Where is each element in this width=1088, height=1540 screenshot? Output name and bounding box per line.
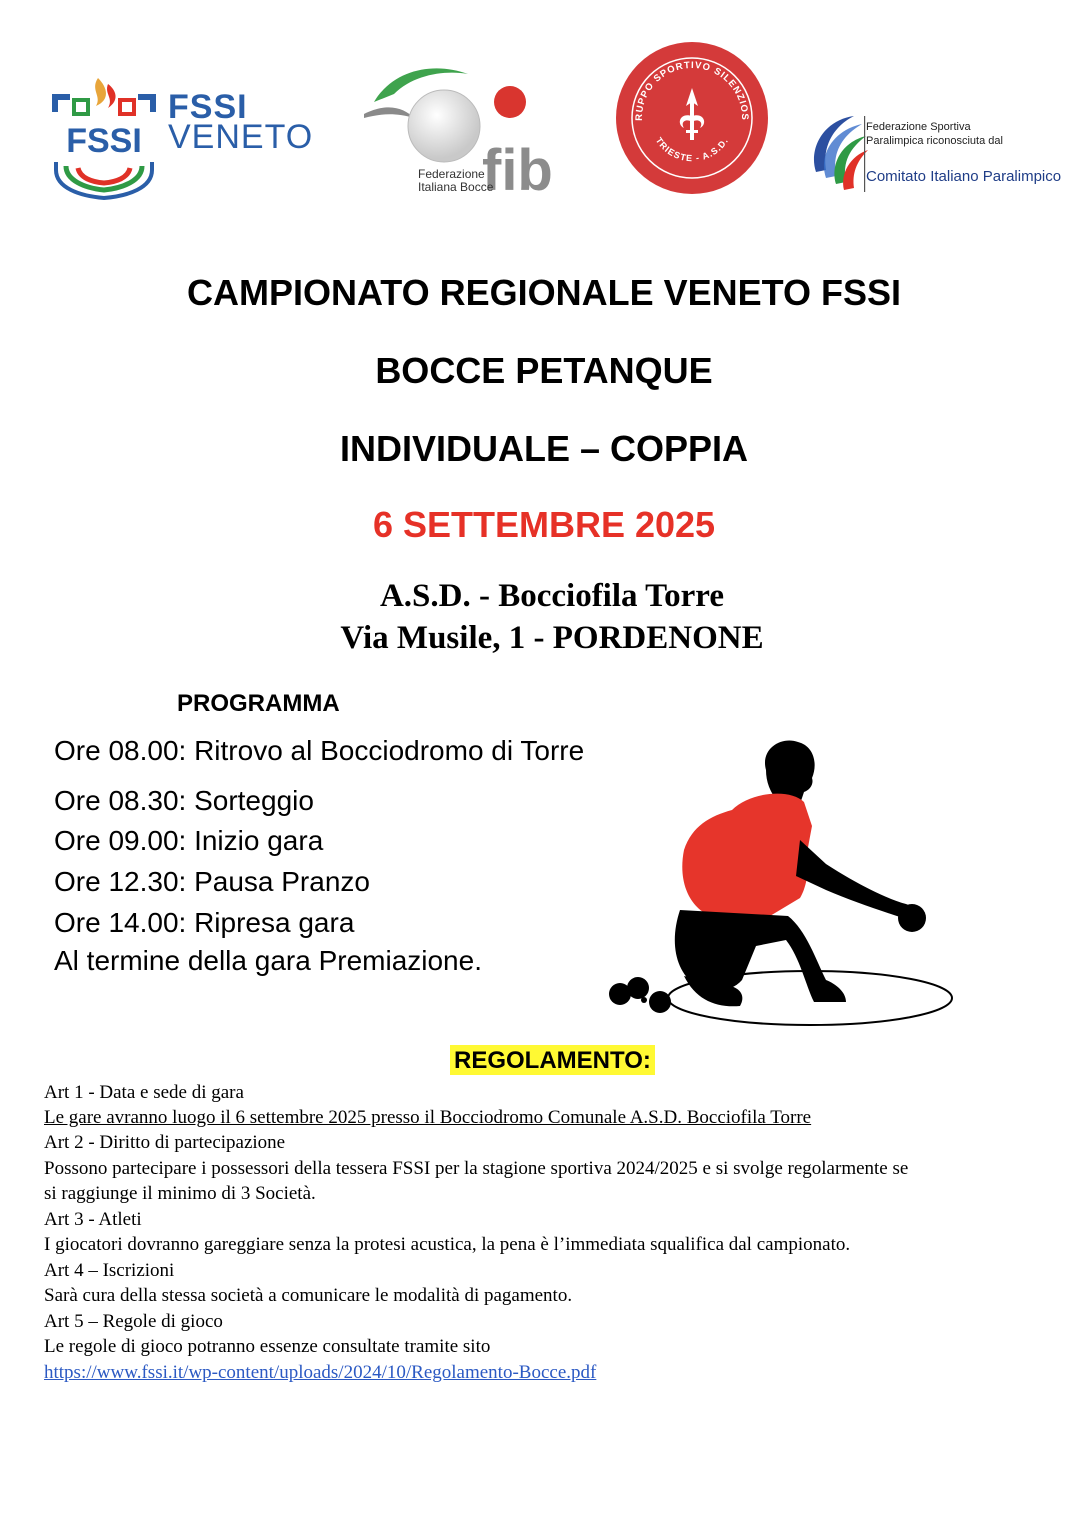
rule-line: Art 2 - Diritto di partecipazione <box>44 1132 286 1153</box>
cip-line1: Federazione Sportiva <box>866 121 971 133</box>
programma-item: Ore 12.30: Pausa Pranzo <box>54 866 370 897</box>
title-championship: CAMPIONATO REGIONALE VENETO FSSI <box>186 272 902 313</box>
fssi-veneto-wordmark <box>168 88 314 156</box>
venue-name: A.S.D. - Bocciofila Torre <box>379 578 725 614</box>
rule-line: Art 4 – Iscrizioni <box>44 1260 175 1281</box>
title-category: INDIVIDUALE – COPPIA <box>339 428 749 469</box>
programma-item: Ore 08.30: Sorteggio <box>54 785 314 816</box>
cip-name: Comitato Italiano Paralimpico <box>866 168 1062 185</box>
svg-text:FSSI: FSSI <box>66 122 142 160</box>
cip-description <box>866 120 1003 148</box>
rule-line: Art 1 - Data e sede di gara <box>44 1082 244 1103</box>
svg-text:TRIESTE - A.S.D.: TRIESTE - A.S.D. <box>653 135 731 164</box>
programma-item: Ore 14.00: Ripresa gara <box>54 907 355 938</box>
veneto-word: VENETO <box>168 118 314 156</box>
rule-line: Art 3 - Atleti <box>44 1209 142 1230</box>
fib-caption-line1: Federazione <box>418 167 485 181</box>
rule-line: Art 5 – Regole di gioco <box>44 1311 223 1332</box>
programma-item: Ore 09.00: Inizio gara <box>54 825 324 856</box>
cip-swoosh-icon <box>808 112 868 198</box>
fib-caption-line2: Italiana Bocce <box>418 180 494 194</box>
title-discipline: BOCCE PETANQUE <box>375 350 713 391</box>
programma-heading: PROGRAMMA <box>177 690 340 717</box>
regolamento-pdf-link[interactable]: https://www.fssi.it/wp-content/uploads/2024/10/Regolamento-Bocce.pdf <box>44 1362 597 1383</box>
rule-line: Sarà cura della stessa società a comunicare le modalità di pagamento. <box>44 1285 573 1306</box>
svg-text:fib: fib <box>482 138 553 196</box>
gss-trieste-logo <box>614 40 770 196</box>
petanque-player-icon <box>600 730 980 1040</box>
venue-address: Via Musile, 1 - PORDENONE <box>340 620 764 656</box>
gss-seal-icon <box>614 40 770 196</box>
rule-line: si raggiunge il minimo di 3 Società. <box>44 1183 316 1204</box>
programma-item: Ore 08.00: Ritrovo al Bocciodromo di Torre <box>54 735 585 766</box>
svg-text:GRUPPO SPORTIVO SILENZIOSO: RUPPO SPORTIVO SILENZIOS <box>633 59 751 121</box>
petanque-player-illustration <box>600 730 980 1040</box>
rule-line: Possono partecipare i possessori della tessera FSSI per la stagione sportiva 2024/2025 e si svolge regolarmente se <box>44 1158 909 1179</box>
rule-line: I giocatori dovranno gareggiare senza la protesi acustica, la pena è l’immediata squalifica dal campionato. <box>44 1234 851 1255</box>
rule-line: Le gare avranno luogo il 6 settembre 2025 presso il Bocciodromo Comunale A.S.D. Bocciofila Torre <box>44 1107 812 1128</box>
fssi-word: FSSI <box>168 88 248 126</box>
fssi-emblem-icon <box>50 70 160 200</box>
rule-line: Le regole di gioco potranno essenze consultate tramite sito <box>44 1336 491 1357</box>
cip-line2: Paralimpica riconosciuta dal <box>866 135 1003 147</box>
programma-item: Al termine della gara Premiazione. <box>54 945 482 976</box>
fib-caption <box>418 168 493 194</box>
regolamento-heading: REGOLAMENTO: <box>450 1045 655 1075</box>
event-date: 6 SETTEMBRE 2025 <box>372 504 716 545</box>
